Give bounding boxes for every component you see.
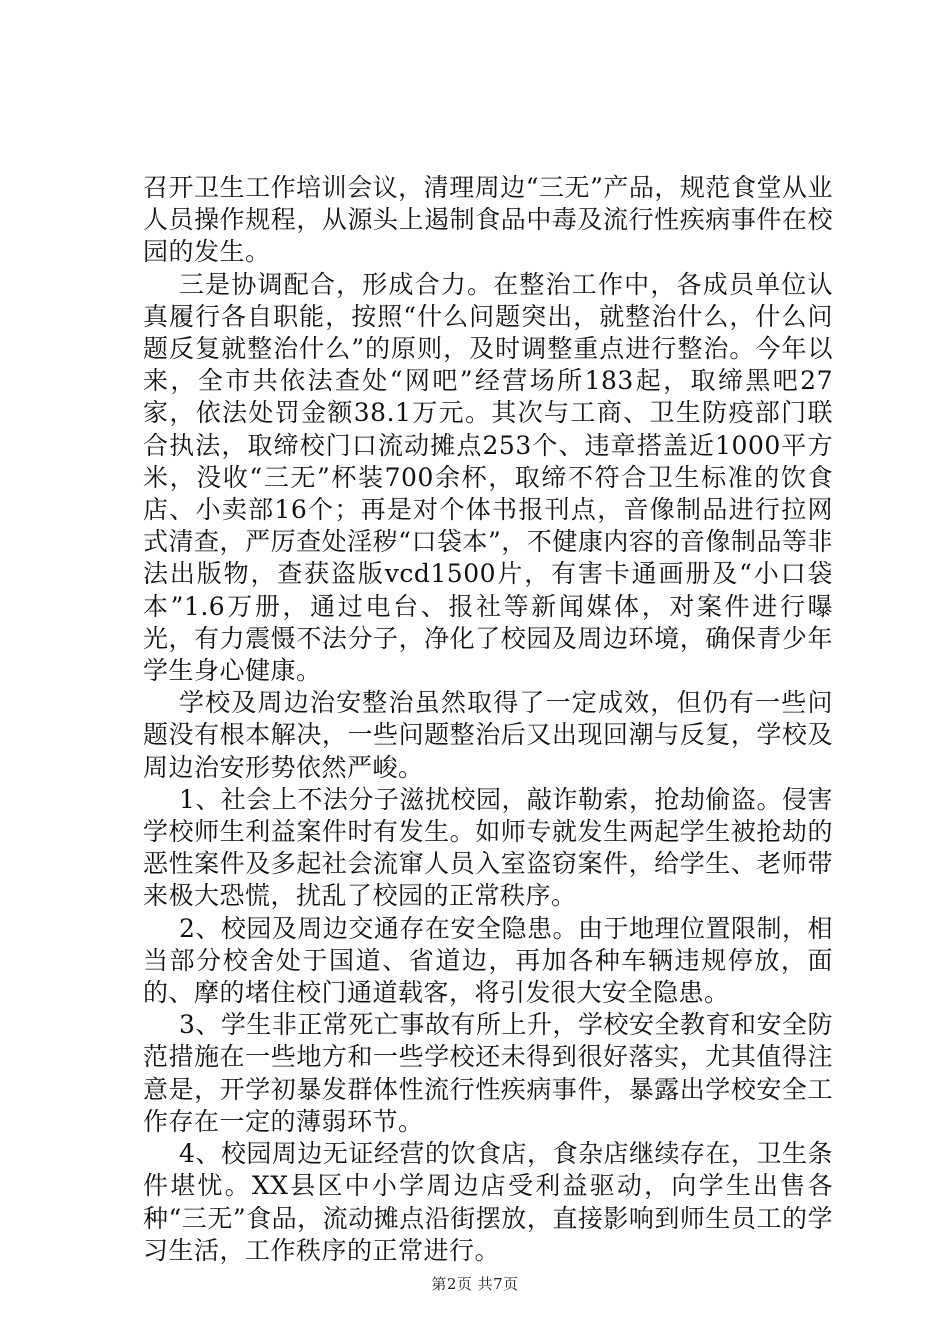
paragraph-coordination: 三是协调配合，形成合力。在整治工作中，各成员单位认真履行各自职能，按照“什么问题突出，就整治什么，什么问题反复就整治什么”的原则，及时调整重点进行整治。今年以来，全市共依法查处“网吧”经营场所183起，取缔黑吧27家，依法处罚金额38.1万元。其次与工商、卫生防疫部门联合执法，取缔校门口流动摊点253个、违章搭盖近1000平方米，没收“三无”杯装700余杯，取缔不符合卫生标准的饮食店、小卖部16个；再是对个体书报刊点，音像制品进行拉网式清查，严厉查处淫秽“口袋本”，不健康内容的音像制品等非法出版物，查获盗版vcd1500片，有害卡通画册及“小口袋本”1.6万册，通过电台、报社等新闻媒体，对案件进行曝光，有力震慑不法分子，净化了校园及周边环境，确保青少年学生身心健康。 <box>143 269 833 686</box>
page-number-footer: 第2页 共7页 <box>431 1275 519 1293</box>
paragraph-problem-2: 2、校园及周边交通存在安全隐患。由于地理位置限制，相当部分校舍处于国道、省道边，再加各种车辆违规停放，面的、摩的堵住校门通道载客，将引发很大安全隐患。 <box>143 913 833 1008</box>
paragraph-continuation: 召开卫生工作培训会议，清理周边“三无”产品，规范食堂从业人员操作规程，从源头上遏制食品中毒及流行性疾病事件在校园的发生。 <box>143 173 833 267</box>
document-body <box>143 172 833 1267</box>
paragraph-problem-4: 4、校园周边无证经营的饮食店，食杂店继续存在，卫生条件堪忧。XX县区中小学周边店受利益驱动，向学生出售各种“三无”食品，流动摊点沿街摆放，直接影响到师生员工的学习生活，工作秩序的正常进行。 <box>143 1139 833 1265</box>
paragraph-problem-3: 3、学生非正常死亡事故有所上升，学校安全教育和安全防范措施在一些地方和一些学校还未得到很好落实，尤其值得注意是，开学初暴发群体性流行性疾病事件，暴露出学校安全工作存在一定的薄弱环节。 <box>143 1010 833 1136</box>
paragraph-problem-1: 1、社会上不法分子滋扰校园，敲诈勒索，抢劫偷盗。侵害学校师生利益案件时有发生。如师专就发生两起学生被抢劫的恶性案件及多起社会流窜人员入室盗窃案件，给学生、老师带来极大恐慌，扰乱了校园的正常秩序。 <box>143 784 833 911</box>
paragraph-problems-intro: 学校及周边治安整治虽然取得了一定成效，但仍有一些问题没有根本解决，一些问题整治后又出现回潮与反复，学校及周边治安形势依然严峻。 <box>143 688 833 782</box>
